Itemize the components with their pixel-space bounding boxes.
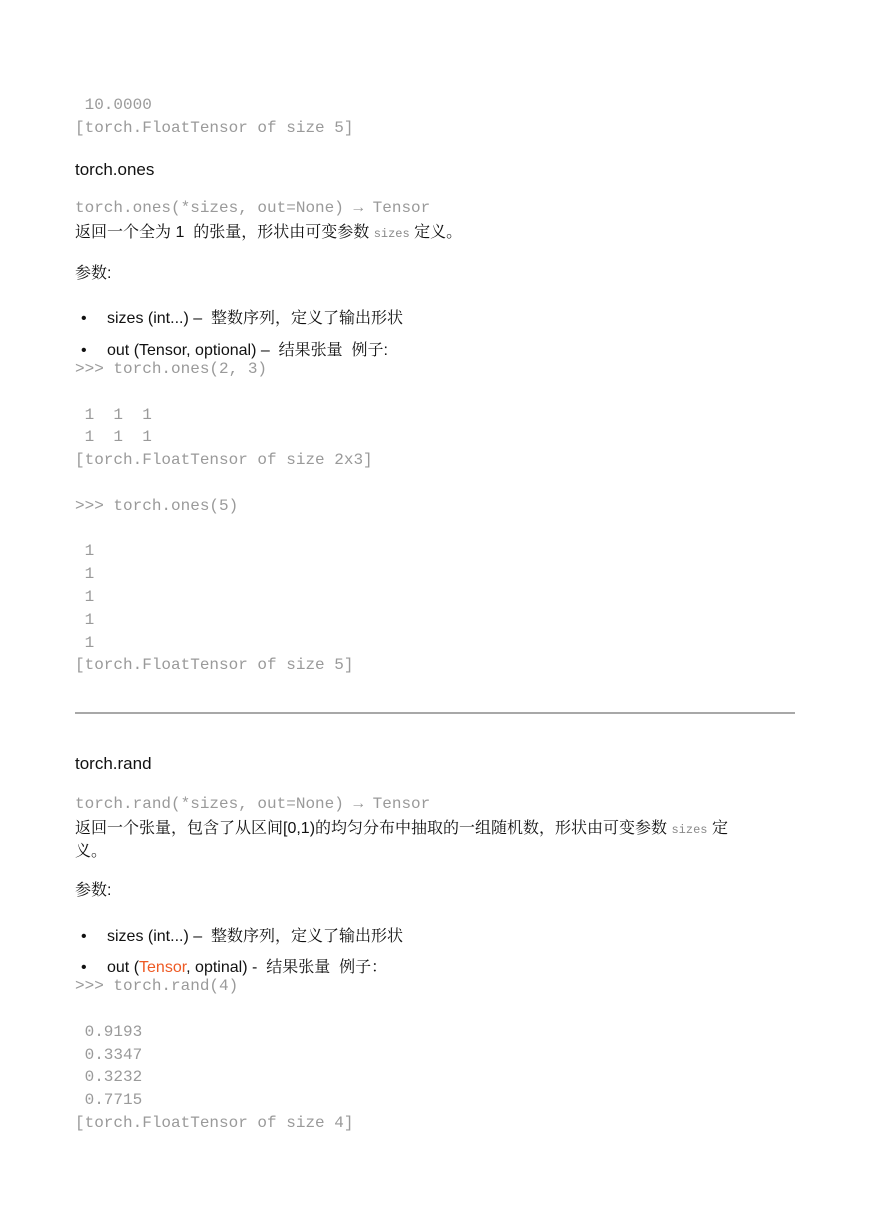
section-title-rand: torch.rand: [75, 754, 152, 773]
function-description: 返回一个全为 1 的张量，形状由可变参数 sizes 定义。: [75, 224, 463, 241]
inline-code: sizes: [671, 823, 708, 837]
output-line: 1: [75, 634, 95, 652]
output-line: 1: [75, 588, 95, 606]
example-prompt: >>> torch.ones(2, 3): [75, 360, 268, 378]
output-line: 1: [75, 611, 95, 629]
function-signature: torch.ones(*sizes, out=None) → Tensor: [75, 199, 431, 217]
param-item: • sizes (int...) – 整数序列，定义了输出形状: [81, 928, 404, 945]
section-title-ones: torch.ones: [75, 160, 155, 179]
example-prompt: >>> torch.rand(4): [75, 977, 239, 995]
output-line: [torch.FloatTensor of size 2x3]: [75, 451, 373, 469]
function-description-cont: 义。: [75, 843, 108, 860]
output-line: 0.9193: [75, 1023, 143, 1041]
params-label: 参数:: [75, 882, 112, 899]
params-label: 参数:: [75, 265, 112, 282]
section-divider: [75, 712, 795, 714]
param-item: • out (Tensor, optional) – 结果张量 例子:: [81, 342, 388, 359]
output-line: [torch.FloatTensor of size 4]: [75, 1114, 354, 1132]
output-line: [torch.FloatTensor of size 5]: [75, 119, 354, 137]
output-line: 1 1 1: [75, 428, 152, 446]
output-line: 0.3232: [75, 1068, 143, 1086]
output-line: 1: [75, 542, 95, 560]
output-line: 1 1 1: [75, 406, 152, 424]
output-line: [torch.FloatTensor of size 5]: [75, 656, 354, 674]
function-signature: torch.rand(*sizes, out=None) → Tensor: [75, 795, 431, 813]
output-line: 0.7715: [75, 1091, 143, 1109]
inline-code: sizes: [373, 227, 410, 241]
function-description: 返回一个张量，包含了从区间[0,1)的均匀分布中抽取的一组随机数，形状由可变参数 sizes 定: [75, 820, 728, 837]
example-prompt: >>> torch.ones(5): [75, 497, 239, 515]
tensor-link[interactable]: Tensor: [139, 959, 187, 976]
output-line: 1: [75, 565, 95, 583]
output-line: 0.3347: [75, 1046, 143, 1064]
output-line: 10.0000: [75, 96, 152, 114]
param-item: • out (Tensor, optinal) - 结果张量 例子：: [81, 959, 388, 976]
param-item: • sizes (int...) – 整数序列，定义了输出形状: [81, 310, 404, 327]
